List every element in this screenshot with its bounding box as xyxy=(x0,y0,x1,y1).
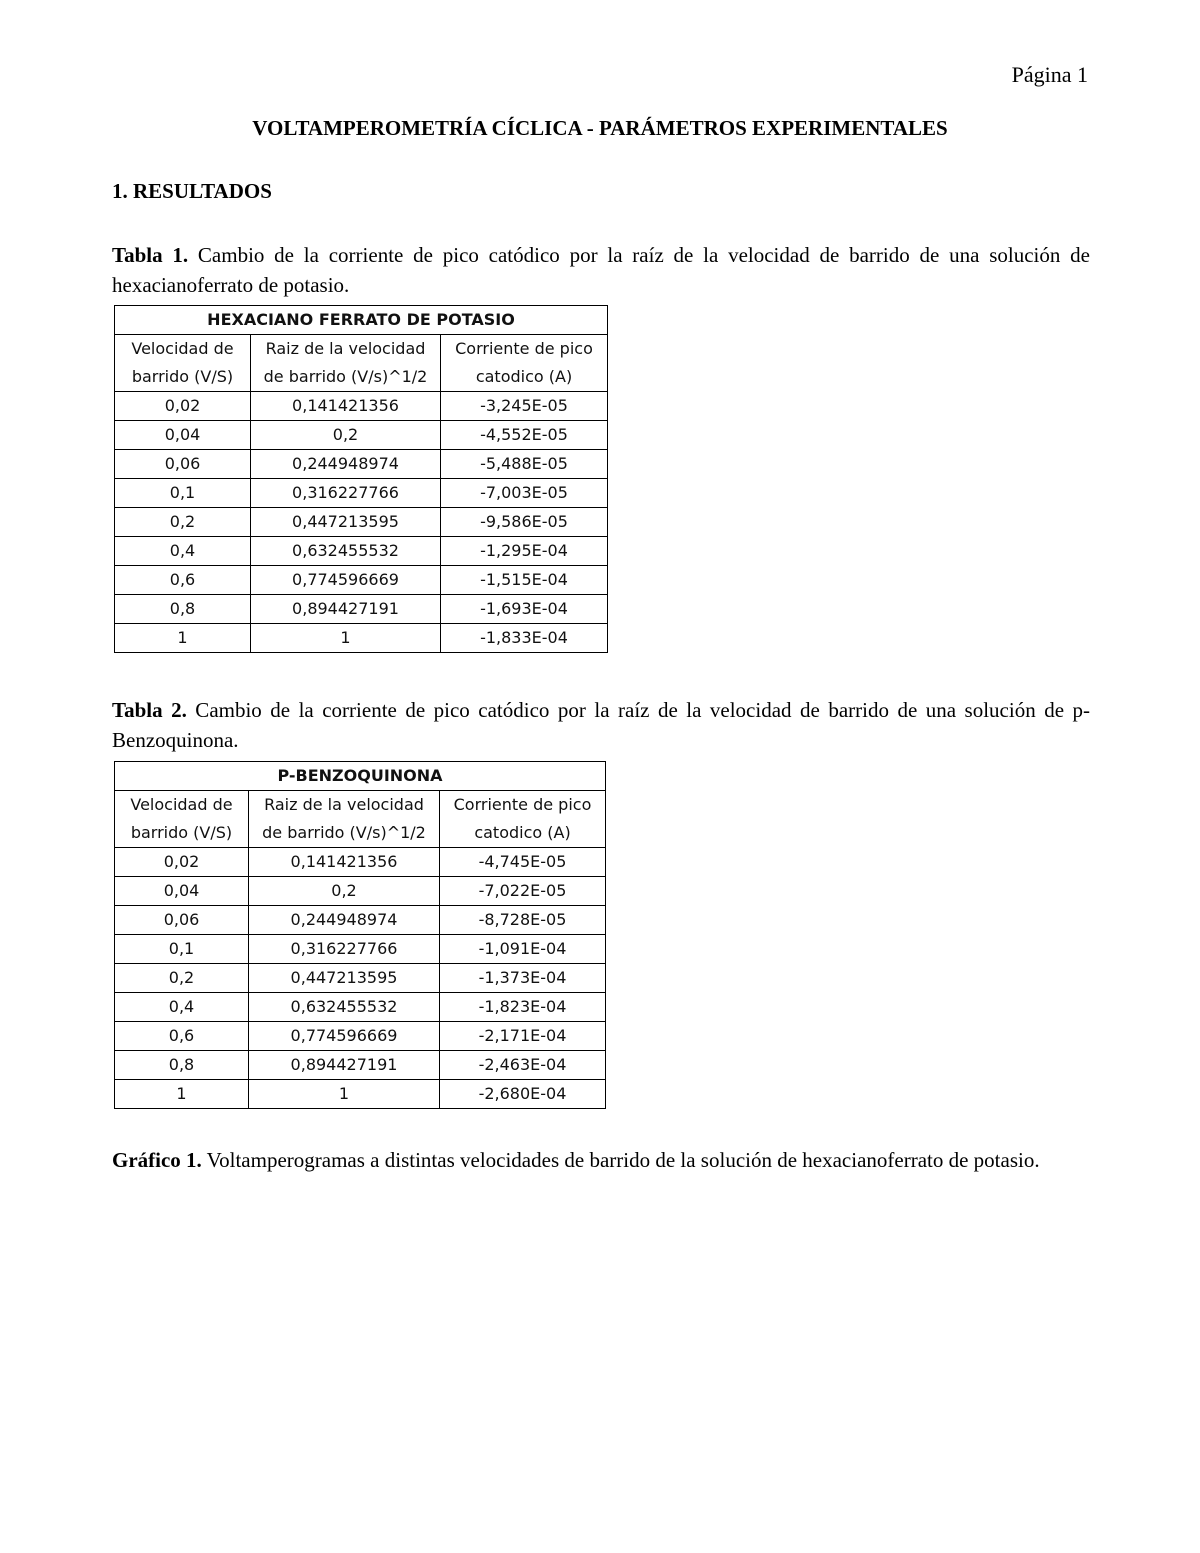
table-2-title: P-BENZOQUINONA xyxy=(115,762,606,791)
table-2 xyxy=(114,761,606,1109)
table-1-cell: 0,4 xyxy=(115,537,251,566)
table-2-caption xyxy=(112,695,1090,755)
table-2-header-cell: Velocidad de xyxy=(115,791,249,820)
table-2-caption-label: Tabla 2. xyxy=(112,698,187,722)
figure-1-caption-text: Voltamperogramas a distintas velocidades de barrido de la solución de hexacianoferrato de potasio. xyxy=(201,1148,1040,1172)
table-1-cell: 0,6 xyxy=(115,566,251,595)
table-1-cell: 0,2 xyxy=(251,421,441,450)
table-1-cell: 0,632455532 xyxy=(251,537,441,566)
table-2-row xyxy=(115,1051,606,1080)
table-1-header-cell: Velocidad de xyxy=(115,335,251,364)
table-2-cell: 0,6 xyxy=(115,1022,249,1051)
table-1-row xyxy=(115,566,608,595)
table-2-cell: -8,728E-05 xyxy=(440,906,606,935)
table-2-row xyxy=(115,935,606,964)
table-2-cell: -4,745E-05 xyxy=(440,848,606,877)
table-2-cell: 0,4 xyxy=(115,993,249,1022)
table-2-cell: 0,447213595 xyxy=(249,964,440,993)
table-1-cell: -3,245E-05 xyxy=(441,392,608,421)
table-1-caption-text: Cambio de la corriente de pico catódico por la raíz de la velocidad de barrido de una solución de hexacianoferrato de potasio. xyxy=(112,243,1090,297)
table-2-header-cell: Corriente de pico xyxy=(440,791,606,820)
section-heading: 1. RESULTADOS xyxy=(112,179,272,203)
table-1-cell: 0,244948974 xyxy=(251,450,441,479)
table-2-cell: 0,316227766 xyxy=(249,935,440,964)
table-2-cell: 0,632455532 xyxy=(249,993,440,1022)
table-1-cell: 0,894427191 xyxy=(251,595,441,624)
table-2-header-cell: catodico (A) xyxy=(440,819,606,848)
table-1-cell: 0,04 xyxy=(115,421,251,450)
table-2-cell: 0,1 xyxy=(115,935,249,964)
figure-1-caption xyxy=(112,1145,1090,1175)
table-1-row xyxy=(115,479,608,508)
table-2-cell: 0,2 xyxy=(115,964,249,993)
table-1-header-cell: barrido (V/S) xyxy=(115,363,251,392)
table-2-cell: -1,091E-04 xyxy=(440,935,606,964)
table-2-cell: 0,774596669 xyxy=(249,1022,440,1051)
table-1-cell: -1,515E-04 xyxy=(441,566,608,595)
table-2-cell: 0,8 xyxy=(115,1051,249,1080)
table-2-cell: 1 xyxy=(115,1080,249,1109)
page-number: Página 1 xyxy=(1011,62,1088,87)
table-1-cell: 1 xyxy=(251,624,441,653)
table-1-body xyxy=(115,392,608,653)
table-2-cell: 0,2 xyxy=(249,877,440,906)
table-2-body xyxy=(115,848,606,1109)
table-1-cell: -1,833E-04 xyxy=(441,624,608,653)
table-2-cell: 0,894427191 xyxy=(249,1051,440,1080)
table-1-row xyxy=(115,421,608,450)
table-1-header-cell: Corriente de pico xyxy=(441,335,608,364)
figure-1-caption-label: Gráfico 1. xyxy=(112,1148,202,1172)
table-2-row xyxy=(115,993,606,1022)
table-2-row xyxy=(115,964,606,993)
table-2-row xyxy=(115,1080,606,1109)
table-2-cell: -1,373E-04 xyxy=(440,964,606,993)
table-2-cell: -1,823E-04 xyxy=(440,993,606,1022)
table-2-header-cell: de barrido (V/s)^1/2 xyxy=(249,819,440,848)
table-1-cell: 0,02 xyxy=(115,392,251,421)
table-1-row xyxy=(115,624,608,653)
table-1-cell: -4,552E-05 xyxy=(441,421,608,450)
table-1-cell: -1,693E-04 xyxy=(441,595,608,624)
table-2-cell: 0,244948974 xyxy=(249,906,440,935)
table-2-row xyxy=(115,877,606,906)
table-2-row xyxy=(115,1022,606,1051)
table-1-cell: 0,141421356 xyxy=(251,392,441,421)
table-1-header-cell: Raiz de la velocidad xyxy=(251,335,441,364)
table-2-cell: 0,06 xyxy=(115,906,249,935)
table-2-cell: 0,04 xyxy=(115,877,249,906)
table-2-cell: 0,02 xyxy=(115,848,249,877)
table-1-row xyxy=(115,595,608,624)
table-1-cell: 0,447213595 xyxy=(251,508,441,537)
table-1-header-cell: de barrido (V/s)^1/2 xyxy=(251,363,441,392)
table-1-cell: -7,003E-05 xyxy=(441,479,608,508)
table-1-header-cell: catodico (A) xyxy=(441,363,608,392)
table-2-cell: -2,171E-04 xyxy=(440,1022,606,1051)
table-2-header-cell: Raiz de la velocidad xyxy=(249,791,440,820)
table-1-cell: 1 xyxy=(115,624,251,653)
table-2-cell: -2,463E-04 xyxy=(440,1051,606,1080)
table-2-cell: 1 xyxy=(249,1080,440,1109)
table-2-cell: -2,680E-04 xyxy=(440,1080,606,1109)
table-2-row xyxy=(115,848,606,877)
table-2-header-cell: barrido (V/S) xyxy=(115,819,249,848)
table-1-caption xyxy=(112,240,1090,300)
table-1-cell: 0,316227766 xyxy=(251,479,441,508)
table-1-cell: 0,06 xyxy=(115,450,251,479)
table-1-row xyxy=(115,508,608,537)
table-1-cell: 0,774596669 xyxy=(251,566,441,595)
table-2-cell: 0,141421356 xyxy=(249,848,440,877)
table-1-cell: 0,1 xyxy=(115,479,251,508)
table-1 xyxy=(114,305,608,653)
table-1-row xyxy=(115,537,608,566)
table-1-title: HEXACIANO FERRATO DE POTASIO xyxy=(115,306,608,335)
table-2-caption-text: Cambio de la corriente de pico catódico por la raíz de la velocidad de barrido de una solución de p-Benzoquinona. xyxy=(112,698,1090,752)
table-1-row xyxy=(115,450,608,479)
table-1-cell: -9,586E-05 xyxy=(441,508,608,537)
table-1-cell: 0,8 xyxy=(115,595,251,624)
table-2-cell: -7,022E-05 xyxy=(440,877,606,906)
table-1-cell: -5,488E-05 xyxy=(441,450,608,479)
table-2-row xyxy=(115,906,606,935)
table-1-caption-label: Tabla 1. xyxy=(112,243,189,267)
table-1-cell: 0,2 xyxy=(115,508,251,537)
document-title: VOLTAMPEROMETRÍA CÍCLICA - PARÁMETROS EXPERIMENTALES xyxy=(252,116,948,140)
table-1-cell: -1,295E-04 xyxy=(441,537,608,566)
table-1-row xyxy=(115,392,608,421)
